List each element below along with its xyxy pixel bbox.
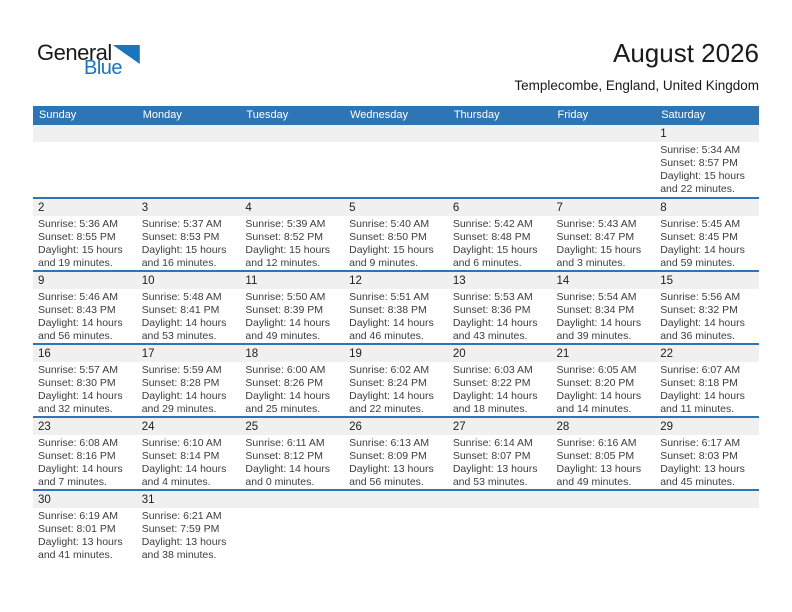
day-details [344, 508, 448, 510]
day-details [552, 289, 656, 343]
day-detail-line: Daylight: 13 hours [452, 462, 538, 475]
day-detail-line: and 49 minutes. [556, 475, 632, 488]
day-number-empty [137, 125, 241, 142]
day-detail-line: Sunset: 8:20 PM [556, 376, 635, 389]
calendar-day-cell [33, 344, 137, 417]
day-detail-line: and 7 minutes. [38, 475, 107, 488]
day-detail-line: Daylight: 14 hours [141, 389, 227, 402]
day-details [448, 142, 552, 144]
day-number: 1 [655, 125, 759, 142]
day-details [33, 508, 137, 562]
day-detail-line: Daylight: 15 hours [660, 169, 745, 182]
day-detail-line: and 6 minutes. [452, 256, 522, 269]
day-detail-line: Daylight: 15 hours [349, 243, 434, 256]
day-detail-line: Sunset: 8:14 PM [141, 449, 220, 462]
day-number-empty [448, 491, 552, 508]
day-number: 22 [655, 345, 759, 362]
day-detail-line: Sunrise: 5:39 AM [245, 218, 326, 230]
day-number: 7 [552, 199, 656, 216]
logo-text-general: General [37, 40, 112, 65]
day-details [137, 362, 241, 416]
calendar-day-cell [448, 198, 552, 271]
general-blue-logo [37, 42, 157, 77]
day-detail-line: Sunrise: 6:11 AM [245, 437, 325, 449]
day-details [137, 289, 241, 343]
calendar-day-cell [137, 417, 241, 490]
day-detail-line: Daylight: 14 hours [245, 462, 331, 475]
calendar-week-row [33, 125, 759, 198]
day-number: 29 [655, 418, 759, 435]
day-detail-line: Sunrise: 5:36 AM [38, 218, 118, 230]
day-detail-line: Sunset: 8:01 PM [38, 522, 116, 535]
weekday-header-saturday: Saturday [655, 106, 759, 125]
day-number: 4 [240, 199, 344, 216]
day-detail-line: Sunrise: 6:10 AM [141, 437, 222, 449]
calendar-empty-cell [552, 125, 656, 198]
day-number-empty [344, 491, 448, 508]
day-detail-line: and 46 minutes. [349, 329, 424, 342]
calendar-day-cell [344, 417, 448, 490]
day-detail-line: and 53 minutes. [452, 475, 528, 488]
day-detail-line: Daylight: 13 hours [556, 462, 642, 475]
day-detail-line: Sunset: 8:24 PM [349, 376, 427, 389]
day-detail-line: and 4 minutes. [141, 475, 211, 488]
day-detail-line: Daylight: 14 hours [556, 389, 642, 402]
day-detail-line: and 43 minutes. [452, 329, 528, 342]
day-detail-line: and 11 minutes. [660, 402, 735, 415]
day-detail-line: Sunset: 8:52 PM [245, 230, 324, 243]
day-details [552, 362, 656, 416]
calendar-day-cell [655, 417, 759, 490]
day-detail-line: Daylight: 14 hours [660, 243, 745, 256]
calendar-empty-cell [344, 125, 448, 198]
day-number-empty [655, 491, 759, 508]
calendar-day-cell [552, 417, 656, 490]
calendar-day-cell [448, 344, 552, 417]
day-number: 16 [33, 345, 137, 362]
day-number: 31 [137, 491, 241, 508]
day-number-empty [240, 125, 344, 142]
day-detail-line: and 22 minutes. [660, 182, 735, 195]
day-detail-line: Daylight: 13 hours [141, 535, 227, 548]
day-detail-line: and 29 minutes. [141, 402, 217, 415]
day-details [655, 216, 759, 270]
day-details [655, 508, 759, 510]
calendar-empty-cell [240, 125, 344, 198]
day-detail-line: Sunrise: 5:50 AM [245, 291, 326, 303]
day-number: 18 [240, 345, 344, 362]
day-detail-line: and 49 minutes. [245, 329, 321, 342]
day-detail-line: and 39 minutes. [556, 329, 632, 342]
calendar-day-cell [552, 198, 656, 271]
day-number: 23 [33, 418, 137, 435]
weekday-header-thursday: Thursday [448, 106, 552, 125]
day-detail-line: Sunset: 8:38 PM [349, 303, 427, 316]
calendar-day-cell [344, 344, 448, 417]
day-details [655, 362, 759, 416]
day-detail-line: Sunset: 8:28 PM [141, 376, 220, 389]
day-detail-line: Daylight: 15 hours [452, 243, 538, 256]
calendar-day-cell [344, 198, 448, 271]
day-detail-line: and 14 minutes. [556, 402, 632, 415]
calendar-body [33, 125, 759, 563]
day-number-empty [552, 491, 656, 508]
calendar-day-cell [655, 198, 759, 271]
day-detail-line: Sunset: 8:32 PM [660, 303, 738, 316]
calendar-day-cell [33, 490, 137, 563]
day-details [448, 216, 552, 270]
calendar-day-cell [240, 344, 344, 417]
calendar-day-cell [240, 198, 344, 271]
day-number: 2 [33, 199, 137, 216]
day-detail-line: Sunset: 8:34 PM [556, 303, 635, 316]
day-details [33, 289, 137, 343]
day-number: 27 [448, 418, 552, 435]
day-detail-line: Daylight: 15 hours [245, 243, 331, 256]
day-detail-line: Sunset: 8:53 PM [141, 230, 220, 243]
day-detail-line: Sunset: 7:59 PM [141, 522, 220, 535]
day-number: 15 [655, 272, 759, 289]
day-details [137, 435, 241, 489]
weekday-header-wednesday: Wednesday [344, 106, 448, 125]
day-number: 5 [344, 199, 448, 216]
day-details [240, 435, 344, 489]
day-details [344, 216, 448, 270]
day-details [655, 142, 759, 196]
calendar-day-cell [137, 198, 241, 271]
day-detail-line: and 18 minutes. [452, 402, 528, 415]
day-number-empty [33, 125, 137, 142]
day-detail-line: Sunrise: 5:43 AM [556, 218, 637, 230]
day-detail-line: Sunset: 8:07 PM [452, 449, 531, 462]
day-number: 28 [552, 418, 656, 435]
day-number: 21 [552, 345, 656, 362]
day-detail-line: Sunset: 8:09 PM [349, 449, 427, 462]
day-detail-line: and 59 minutes. [660, 256, 735, 269]
calendar-day-cell [655, 344, 759, 417]
page-title: August 2026 [612, 38, 759, 68]
day-details [240, 508, 344, 510]
day-details [448, 289, 552, 343]
day-detail-line: and 32 minutes. [38, 402, 113, 415]
day-detail-line: Daylight: 14 hours [452, 316, 538, 329]
calendar-empty-cell [33, 125, 137, 198]
day-number: 8 [655, 199, 759, 216]
day-detail-line: and 56 minutes. [38, 329, 113, 342]
day-details [552, 142, 656, 144]
day-detail-line: Sunset: 8:55 PM [38, 230, 116, 243]
day-detail-line: Daylight: 14 hours [349, 316, 434, 329]
day-detail-line: Sunset: 8:36 PM [452, 303, 531, 316]
day-detail-line: and 56 minutes. [349, 475, 424, 488]
day-detail-line: Daylight: 15 hours [38, 243, 123, 256]
weekday-header-tuesday: Tuesday [240, 106, 344, 125]
day-detail-line: Daylight: 14 hours [38, 316, 123, 329]
day-details [448, 435, 552, 489]
day-number: 26 [344, 418, 448, 435]
day-detail-line: Sunrise: 5:59 AM [141, 364, 222, 376]
day-detail-line: and 0 minutes. [245, 475, 315, 488]
calendar-day-cell [33, 417, 137, 490]
calendar-day-cell [448, 271, 552, 344]
day-details [344, 142, 448, 144]
calendar-empty-cell [137, 125, 241, 198]
day-detail-line: Sunset: 8:18 PM [660, 376, 738, 389]
calendar-day-cell [552, 271, 656, 344]
day-number: 12 [344, 272, 448, 289]
day-details [240, 362, 344, 416]
day-detail-line: Daylight: 14 hours [452, 389, 538, 402]
day-detail-line: Sunrise: 5:34 AM [660, 144, 741, 156]
day-detail-line: Sunset: 8:43 PM [38, 303, 116, 316]
day-number: 30 [33, 491, 137, 508]
day-detail-line: Sunrise: 5:46 AM [38, 291, 118, 303]
day-details [448, 508, 552, 510]
calendar-table [33, 106, 759, 563]
calendar-day-cell [137, 271, 241, 344]
day-detail-line: Sunrise: 5:56 AM [660, 291, 741, 303]
calendar-day-cell [448, 417, 552, 490]
calendar-day-cell [240, 271, 344, 344]
day-details [552, 435, 656, 489]
day-detail-line: and 12 minutes. [245, 256, 321, 269]
day-detail-line: Sunrise: 5:57 AM [38, 364, 118, 376]
day-number: 3 [137, 199, 241, 216]
calendar-week-row [33, 198, 759, 271]
day-detail-line: Sunrise: 5:53 AM [452, 291, 533, 303]
calendar-day-cell [552, 344, 656, 417]
day-detail-line: Sunset: 8:41 PM [141, 303, 220, 316]
day-detail-line: Sunset: 8:26 PM [245, 376, 324, 389]
calendar-week-row [33, 344, 759, 417]
day-number: 20 [448, 345, 552, 362]
calendar-header [33, 106, 759, 125]
calendar-week-row [33, 417, 759, 490]
day-detail-line: and 19 minutes. [38, 256, 113, 269]
day-detail-line: Sunset: 8:50 PM [349, 230, 427, 243]
day-details [344, 435, 448, 489]
day-details [33, 435, 137, 489]
day-detail-line: Sunrise: 6:17 AM [660, 437, 741, 449]
day-detail-line: and 36 minutes. [660, 329, 735, 342]
day-details [552, 216, 656, 270]
day-detail-line: Sunset: 8:39 PM [245, 303, 324, 316]
day-detail-line: Sunrise: 5:42 AM [452, 218, 533, 230]
page-subtitle: Templecombe, England, United Kingdom [514, 78, 759, 93]
day-detail-line: Sunset: 8:30 PM [38, 376, 116, 389]
logo-text-blue: Blue [84, 57, 123, 79]
day-details [240, 142, 344, 144]
day-details [33, 142, 137, 144]
day-detail-line: Sunrise: 6:14 AM [452, 437, 533, 449]
day-details [655, 289, 759, 343]
day-detail-line: Sunrise: 6:16 AM [556, 437, 637, 449]
day-detail-line: Daylight: 14 hours [38, 462, 123, 475]
calendar-day-cell [344, 271, 448, 344]
day-details [240, 216, 344, 270]
day-detail-line: Sunrise: 5:51 AM [349, 291, 430, 303]
day-detail-line: and 22 minutes. [349, 402, 424, 415]
day-detail-line: Daylight: 14 hours [245, 316, 331, 329]
calendar-empty-cell [448, 490, 552, 563]
day-detail-line: Daylight: 14 hours [141, 316, 227, 329]
day-detail-line: and 9 minutes. [349, 256, 418, 269]
day-number-empty [552, 125, 656, 142]
day-number: 13 [448, 272, 552, 289]
calendar-day-cell [33, 271, 137, 344]
calendar-day-cell [655, 271, 759, 344]
day-detail-line: Sunrise: 6:05 AM [556, 364, 637, 376]
day-details [344, 289, 448, 343]
day-number: 14 [552, 272, 656, 289]
calendar-empty-cell [552, 490, 656, 563]
day-details [552, 508, 656, 510]
calendar-day-cell [137, 344, 241, 417]
day-detail-line: Sunrise: 6:03 AM [452, 364, 533, 376]
day-number: 24 [137, 418, 241, 435]
day-number: 11 [240, 272, 344, 289]
day-number: 10 [137, 272, 241, 289]
day-detail-line: Daylight: 14 hours [556, 316, 642, 329]
day-detail-line: Sunrise: 6:19 AM [38, 510, 118, 522]
day-detail-line: Sunrise: 5:45 AM [660, 218, 741, 230]
day-detail-line: Sunset: 8:22 PM [452, 376, 531, 389]
day-number: 9 [33, 272, 137, 289]
day-detail-line: Sunrise: 5:40 AM [349, 218, 430, 230]
calendar-empty-cell [655, 490, 759, 563]
calendar-empty-cell [448, 125, 552, 198]
calendar-day-cell [240, 417, 344, 490]
calendar-day-cell [137, 490, 241, 563]
day-number: 6 [448, 199, 552, 216]
day-number-empty [240, 491, 344, 508]
day-detail-line: Daylight: 14 hours [245, 389, 331, 402]
day-detail-line: Daylight: 13 hours [349, 462, 434, 475]
day-detail-line: Sunset: 8:16 PM [38, 449, 116, 462]
day-detail-line: Sunset: 8:57 PM [660, 156, 738, 169]
day-detail-line: Daylight: 14 hours [38, 389, 123, 402]
day-details [137, 216, 241, 270]
day-details [448, 362, 552, 416]
day-details [137, 508, 241, 562]
weekday-header-sunday: Sunday [33, 106, 137, 125]
day-detail-line: Sunrise: 5:54 AM [556, 291, 637, 303]
day-detail-line: and 53 minutes. [141, 329, 217, 342]
day-details [240, 289, 344, 343]
calendar-day-cell [655, 125, 759, 198]
day-detail-line: Daylight: 15 hours [141, 243, 227, 256]
day-detail-line: Sunset: 8:05 PM [556, 449, 635, 462]
day-detail-line: Sunrise: 5:37 AM [141, 218, 222, 230]
day-detail-line: Sunset: 8:48 PM [452, 230, 531, 243]
day-detail-line: and 3 minutes. [556, 256, 626, 269]
day-detail-line: Sunset: 8:03 PM [660, 449, 738, 462]
day-detail-line: Sunset: 8:47 PM [556, 230, 635, 243]
day-detail-line: and 25 minutes. [245, 402, 321, 415]
day-details [33, 216, 137, 270]
calendar-empty-cell [344, 490, 448, 563]
day-detail-line: Sunset: 8:45 PM [660, 230, 738, 243]
day-detail-line: Sunrise: 6:13 AM [349, 437, 430, 449]
day-number: 19 [344, 345, 448, 362]
weekday-header-friday: Friday [552, 106, 656, 125]
day-number-empty [344, 125, 448, 142]
day-detail-line: and 16 minutes. [141, 256, 217, 269]
day-details [137, 142, 241, 144]
day-number: 25 [240, 418, 344, 435]
day-detail-line: Sunrise: 5:48 AM [141, 291, 222, 303]
day-detail-line: and 45 minutes. [660, 475, 735, 488]
day-detail-line: and 38 minutes. [141, 548, 217, 561]
day-detail-line: Sunrise: 6:08 AM [38, 437, 118, 449]
calendar-day-cell [33, 198, 137, 271]
calendar-week-row [33, 490, 759, 563]
day-detail-line: Daylight: 13 hours [38, 535, 123, 548]
day-detail-line: Sunrise: 6:00 AM [245, 364, 326, 376]
day-details [344, 362, 448, 416]
day-detail-line: Sunset: 8:12 PM [245, 449, 324, 462]
weekday-header-row [33, 106, 759, 125]
day-detail-line: Sunrise: 6:02 AM [349, 364, 430, 376]
day-number: 17 [137, 345, 241, 362]
calendar-empty-cell [240, 490, 344, 563]
day-detail-line: Daylight: 14 hours [660, 389, 745, 402]
day-detail-line: Daylight: 14 hours [141, 462, 227, 475]
calendar-week-row [33, 271, 759, 344]
weekday-header-monday: Monday [137, 106, 241, 125]
day-detail-line: Daylight: 13 hours [660, 462, 745, 475]
day-detail-line: Sunrise: 6:07 AM [660, 364, 741, 376]
day-details [655, 435, 759, 489]
day-detail-line: Sunrise: 6:21 AM [141, 510, 222, 522]
day-number-empty [448, 125, 552, 142]
day-detail-line: Daylight: 14 hours [349, 389, 434, 402]
day-details [33, 362, 137, 416]
day-detail-line: Daylight: 15 hours [556, 243, 642, 256]
day-detail-line: Daylight: 14 hours [660, 316, 745, 329]
day-detail-line: and 41 minutes. [38, 548, 113, 561]
